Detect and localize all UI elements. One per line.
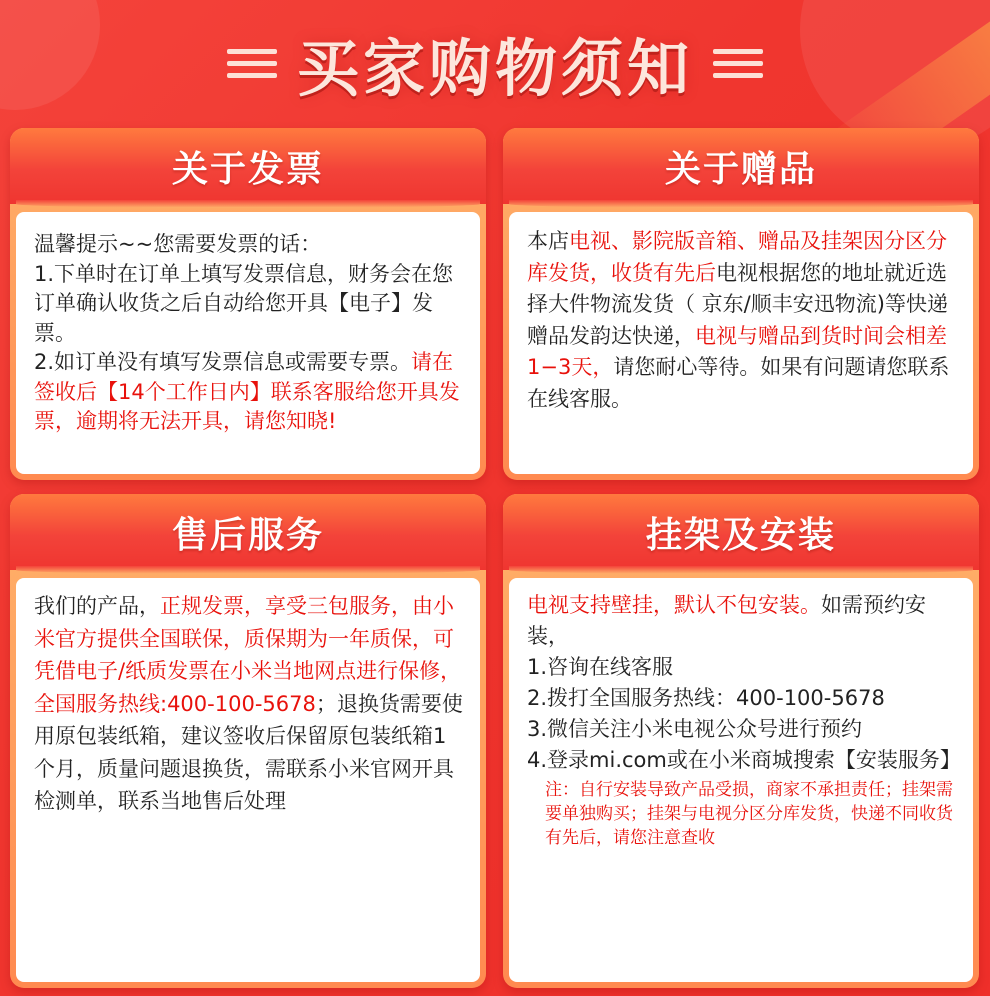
install-panel-header (503, 494, 979, 570)
install-panel-body (509, 578, 973, 982)
page-header (0, 18, 990, 108)
body-text: 3.微信关注小米电视公众号进行预约 (527, 717, 863, 741)
body-text: 2.拨打全国服务热线：400-100-5678 (527, 686, 885, 710)
body-text: 1.咨询在线客服 (527, 655, 674, 679)
gift-panel-header (503, 128, 979, 204)
highlight-text: 电视支持壁挂，默认不包安装。 (527, 593, 821, 617)
body-text: ；退换货需要使用原包装纸箱，建议签收后保留原包装纸箱1个月，质量问题退换货，需联系小米官网开具检测单，联系当地售后处理 (34, 691, 463, 813)
after-sales-panel-header (10, 494, 486, 570)
highlight-text: 正规发票，享受三包服务，由小米官方提供全国联保，质保期为一年质保，可凭借电子/纸质发票在小米当地网点进行保修，全国服务热线:400-100-5678 (34, 594, 462, 716)
text-line (34, 590, 464, 818)
triple-line-icon (227, 49, 277, 78)
after-sales-panel-title: 售后服务 (171, 514, 324, 556)
body-text: 本店 (527, 229, 569, 253)
text-line (34, 260, 464, 349)
body-text: 1.下单时在订单上填写发票信息，财务会在您订单确认收货之后自动给您开具【电子】发票。 (34, 261, 454, 345)
invoice-panel-header (10, 128, 486, 204)
body-text: 2.如订单没有填写发票信息或需要专票。 (34, 350, 412, 374)
install-panel-title: 挂架及安装 (645, 514, 836, 556)
body-text: 电视根据您的地址就近选择大件物流发货（ 京东/顺丰安迅物流)等快递赠品发韵达快递， (527, 260, 948, 348)
text-line (527, 590, 957, 652)
install-lines (527, 590, 961, 776)
invoice-panel-body (16, 212, 480, 474)
install-panel (503, 494, 979, 988)
body-text: 我们的产品， (34, 594, 160, 618)
text-line (527, 745, 961, 776)
gift-panel-title: 关于赠品 (664, 148, 817, 190)
triple-line-icon (713, 49, 763, 78)
after-sales-panel-body (16, 578, 480, 982)
gift-panel-body (509, 212, 973, 474)
body-text: 如需预约安装， (527, 593, 926, 648)
text-line (527, 226, 957, 415)
body-text: 请您耐心等待。如果有问题请您联系在线客服。 (527, 355, 950, 411)
text-line (34, 230, 464, 260)
highlight-text: 请在签收后【14个工作日内】联系客服给您开具发票，逾期将无法开具，请您知晓! (34, 350, 460, 433)
invoice-panel-title: 关于发票 (171, 148, 324, 190)
text-line (34, 348, 464, 437)
gift-panel (503, 128, 979, 480)
body-text: 4.登录mi.com或在小米商城搜索【安装服务】 (527, 748, 961, 772)
highlight-text: 电视与赠品到货时间会相差1−3天， (527, 323, 947, 379)
highlight-text: 电视、影院版音箱、赠品及挂架因分区分库发货，收货有先后 (527, 229, 947, 285)
text-line (527, 683, 957, 714)
invoice-panel (10, 128, 486, 480)
text-line (527, 714, 957, 745)
page-title: 买家购物须知 (296, 31, 693, 105)
text-line (527, 652, 957, 683)
after-sales-panel (10, 494, 486, 988)
body-text: 温馨提示~~您需要发票的话： (34, 232, 322, 256)
install-note: 注：自行安装导致产品受损，商家不承担责任；挂架需要单独购买；挂架与电视分区分库发货，快递不同收货有先后，请您注意查收 (545, 780, 953, 848)
